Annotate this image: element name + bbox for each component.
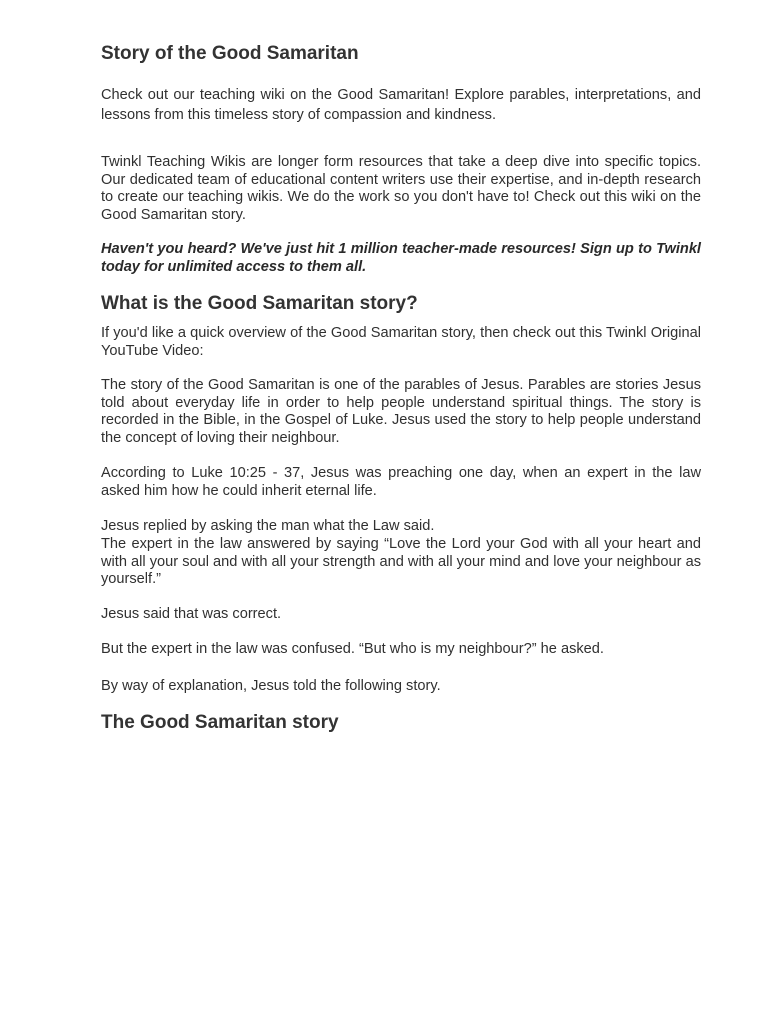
correct-line: Jesus said that was correct.: [101, 606, 282, 622]
luke-reference-paragraph: According to Luke 10:25 - 37, Jesus was preaching one day, when an expert in the law asked him how he could inherit eternal life.: [101, 465, 701, 499]
video-overview-paragraph: If you'd like a quick overview of the Good Samaritan story, then check out this Twinkl Original YouTube Video:: [101, 325, 701, 359]
section-heading-what-is: What is the Good Samaritan story?: [101, 293, 418, 314]
intro-paragraph: Check out our teaching wiki on the Good Samaritan! Explore parables, interpretations, and lessons from this timeless story of compassion and kindness.: [101, 87, 701, 123]
page-title: Story of the Good Samaritan: [101, 43, 359, 64]
explanation-line: By way of explanation, Jesus told the following story.: [101, 678, 441, 694]
parable-description-paragraph: The story of the Good Samaritan is one of the parables of Jesus. Parables are stories Jesus told about everyday life in order to help people understand spiritual things. The story is recorded in the Bible, in the Gospel of Luke. Jesus used the story to help people understand the concept of loving their neighbour.: [101, 377, 701, 446]
jesus-reply-line: Jesus replied by asking the man what the Law said.: [101, 518, 435, 534]
confused-line: But the expert in the law was confused. “But who is my neighbour?” he asked.: [101, 641, 604, 657]
expert-answer-paragraph: The expert in the law answered by saying “Love the Lord your God with all your heart and with all your soul and with all your strength and with all your mind and love your neighbour as yourself.”: [101, 536, 701, 587]
about-paragraph: Twinkl Teaching Wikis are longer form resources that take a deep dive into specific topics. Our dedicated team of educational content writers use their expertise, and in-depth research to create our teaching wikis. We do the work so you don't have to! Check out this wiki on the Good Samaritan story.: [101, 154, 701, 223]
section-heading-story: The Good Samaritan story: [101, 712, 339, 733]
promo-paragraph: Haven't you heard? We've just hit 1 million teacher-made resources! Sign up to Twinkl today for unlimited access to them all.: [101, 241, 701, 275]
